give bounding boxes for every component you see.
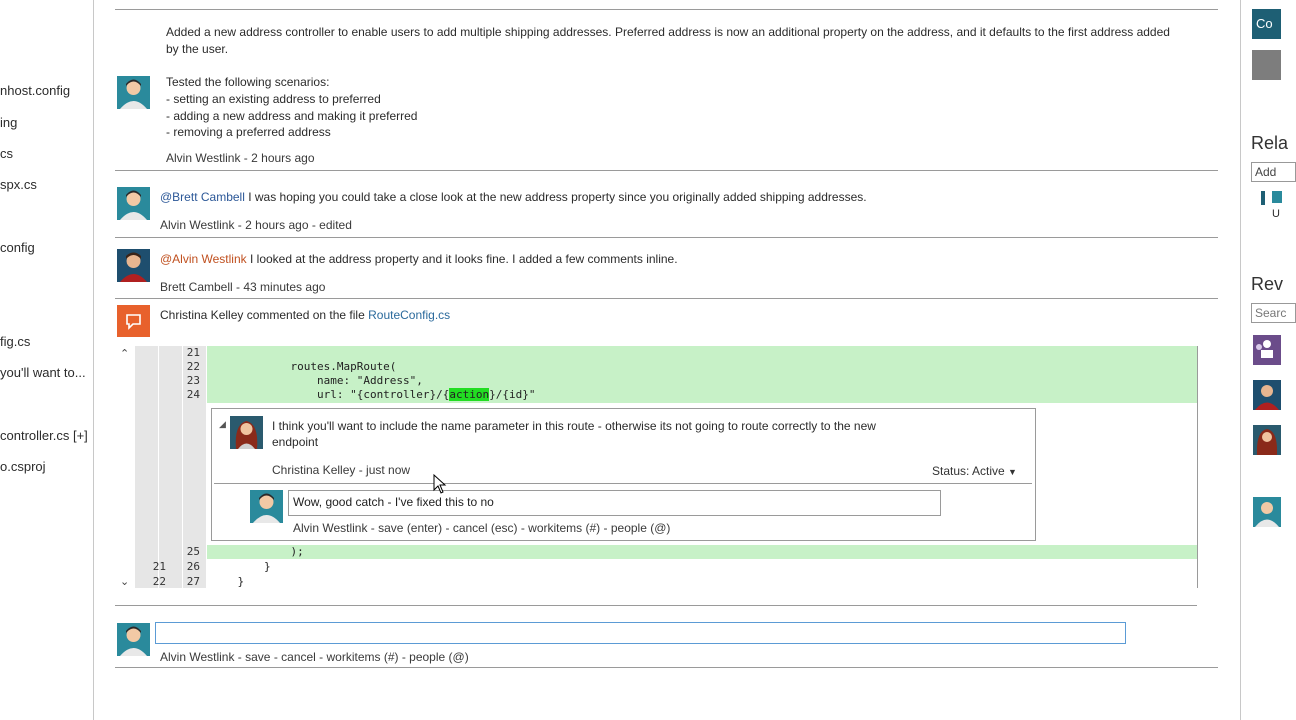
- right-pane: [1240, 0, 1289, 720]
- line-number: 27: [186, 575, 200, 588]
- code-text: name: "Address",: [211, 374, 423, 387]
- code-text: }: [211, 575, 245, 588]
- highlighted-token[interactable]: action: [449, 388, 490, 401]
- avatar: [250, 490, 283, 523]
- mention-link[interactable]: @Alvin Westlink: [160, 252, 247, 266]
- inline-comment-thread: [211, 408, 1036, 541]
- file-tree-item[interactable]: cs: [0, 146, 13, 161]
- complete-button[interactable]: Co: [1252, 9, 1281, 39]
- divider: [115, 667, 1218, 668]
- thread-comment-text: I think you'll want to include the name parameter in this route - otherwise its not going to route correctly to the new: [272, 419, 876, 433]
- reviewer-search-input[interactable]: Searc: [1251, 303, 1296, 323]
- scenario-item: - adding a new address and making it preferred: [166, 109, 418, 123]
- scenario-item: - removing a preferred address: [166, 125, 331, 139]
- file-tree-item[interactable]: o.csproj: [0, 459, 46, 474]
- divider: [115, 237, 1218, 238]
- file-comment-text: Christina Kelley commented on the file: [160, 308, 369, 322]
- file-tree-item[interactable]: controller.cs [+]: [0, 428, 88, 443]
- line-number: 23: [186, 374, 200, 387]
- code-line: [115, 346, 1198, 361]
- code-text: );: [211, 545, 304, 558]
- cursor-icon: [433, 474, 447, 497]
- code-line: [115, 388, 1198, 403]
- comment-meta: Alvin Westlink - 2 hours ago: [166, 151, 315, 165]
- divider: [115, 298, 1218, 299]
- avatar: [117, 623, 150, 656]
- group-avatar: [1253, 335, 1281, 365]
- code-segment: url: "{controller}/{: [211, 388, 450, 401]
- reply-input[interactable]: [288, 490, 941, 516]
- scroll-down-icon[interactable]: ⌄: [120, 576, 130, 588]
- line-number: 26: [186, 560, 200, 573]
- code-text: [211, 388, 536, 401]
- comment-text: I looked at the address property and it looks fine. I added a few comments inline.: [246, 252, 678, 266]
- thread-divider: [214, 483, 1032, 484]
- divider: [115, 170, 1218, 171]
- chevron-down-icon: ▼: [1008, 467, 1017, 477]
- file-tree-item[interactable]: ing: [0, 115, 18, 130]
- new-comment-input[interactable]: [155, 622, 1126, 644]
- avatar: [117, 76, 150, 109]
- mention-link[interactable]: @Brett Cambell: [160, 190, 245, 204]
- thread-comment-meta: Christina Kelley - just now: [272, 463, 411, 477]
- work-item-icon: [1272, 191, 1282, 203]
- line-number: 25: [186, 545, 200, 558]
- divider: [115, 605, 1197, 606]
- avatar: [117, 249, 150, 282]
- status-dropdown[interactable]: [932, 464, 1017, 478]
- code-segment: }/{id}": [489, 388, 536, 401]
- line-number: 21: [186, 346, 200, 359]
- file-tree-item[interactable]: config: [0, 240, 35, 255]
- code-line: [115, 545, 1198, 560]
- code-line: [115, 374, 1198, 389]
- divider: [115, 9, 1218, 10]
- comment-body: [160, 252, 678, 266]
- scenario-item: - setting an existing address to preferred: [166, 92, 381, 106]
- avatar: [1253, 425, 1281, 455]
- avatar: [1253, 497, 1281, 527]
- line-number: 22: [186, 360, 200, 373]
- code-text: routes.MapRoute(: [211, 360, 397, 373]
- file-tree-item[interactable]: you'll want to...: [0, 365, 86, 380]
- avatar: [1253, 380, 1281, 410]
- avatar: [117, 187, 150, 220]
- thread-comment-text-cont: endpoint: [272, 435, 319, 449]
- related-item-label[interactable]: U: [1272, 208, 1280, 220]
- related-heading: Rela: [1251, 133, 1289, 153]
- scroll-up-icon[interactable]: ⌃: [120, 348, 130, 360]
- file-tree-item[interactable]: nhost.config: [0, 83, 71, 98]
- comment-meta: Brett Cambell - 43 minutes ago: [160, 280, 326, 294]
- comment-text: I was hoping you could take a close look at the new address property since you originally added shipping addresses.: [244, 190, 867, 204]
- comment-body: [160, 190, 867, 204]
- reviewers-heading: Rev: [1251, 274, 1284, 294]
- add-related-input[interactable]: Add: [1251, 162, 1296, 182]
- menu-button[interactable]: [1252, 50, 1281, 80]
- code-text: }: [211, 560, 271, 573]
- comment-file-icon: [117, 305, 150, 337]
- line-number: 24: [186, 388, 200, 401]
- avatar: [230, 416, 263, 449]
- description-text-cont: by the user.: [166, 42, 229, 56]
- code-line: [115, 360, 1198, 375]
- reply-input-value: Wow, good catch - I've fixed this to no: [293, 495, 494, 509]
- related-item-marker: [1261, 191, 1265, 205]
- file-comment-header: [160, 308, 450, 322]
- comment-meta: Alvin Westlink - 2 hours ago - edited: [160, 218, 352, 232]
- line-number: 22: [152, 575, 166, 588]
- new-comment-hint: Alvin Westlink - save - cancel - workitems (#) - people (@): [160, 650, 469, 664]
- line-number: 21: [152, 560, 166, 573]
- code-line: [115, 560, 1198, 575]
- file-tree-item[interactable]: spx.cs: [0, 177, 37, 192]
- description-text: Added a new address controller to enable users to add multiple shipping addresses. Preferred address is now an additional property on the address, and it defaults to the first address added: [166, 25, 1170, 39]
- reply-hint: Alvin Westlink - save (enter) - cancel (esc) - workitems (#) - people (@): [293, 521, 671, 535]
- file-link[interactable]: RouteConfig.cs: [368, 308, 451, 322]
- collapse-icon[interactable]: ◢: [219, 419, 226, 429]
- status-label: Status: Active: [932, 464, 1005, 478]
- code-line: [115, 575, 1198, 590]
- file-tree-item[interactable]: fig.cs: [0, 334, 31, 349]
- file-tree-pane: [0, 0, 94, 720]
- scenarios-heading: Tested the following scenarios:: [166, 75, 330, 89]
